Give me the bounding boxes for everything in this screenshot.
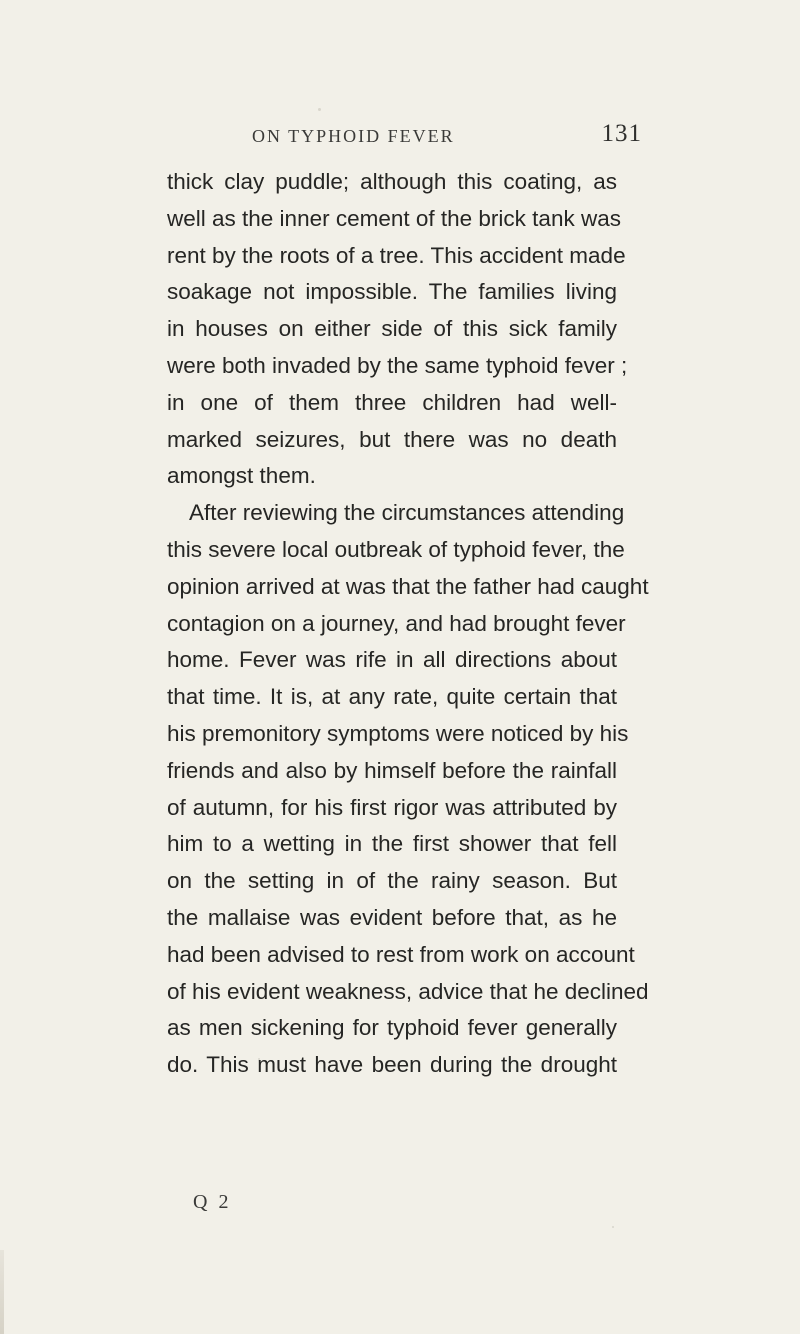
text-line: amongst them.	[167, 463, 316, 489]
text-line: of autumn, for his first rigor was attributed by	[167, 794, 617, 820]
text-line: marked seizures, but there was no death	[167, 426, 617, 452]
text-line: contagion on a journey, and had brought fever	[167, 610, 626, 636]
text-line: in one of them three children had well-	[167, 389, 617, 415]
page-header	[160, 122, 660, 162]
paragraph	[167, 164, 628, 495]
text-line: do. This must have been during the drought	[167, 1052, 617, 1078]
text-line: well as the inner cement of the brick tank was	[167, 205, 621, 231]
text-line: were both invaded by the same typhoid fever ;	[167, 352, 628, 378]
text-line: the mallaise was evident before that, as he	[167, 904, 617, 930]
text-line: that time. It is, at any rate, quite certain that	[167, 684, 617, 710]
text-line: of his evident weakness, advice that he declined	[167, 978, 649, 1004]
text-line: had been advised to rest from work on account	[167, 941, 635, 967]
page-edge-shadow	[0, 1250, 4, 1334]
text-line: rent by the roots of a tree. This accident made	[167, 242, 626, 268]
paper-speck	[318, 108, 321, 111]
text-line: on the setting in of the rainy season. But	[167, 868, 617, 894]
signature-mark: Q 2	[193, 1191, 232, 1213]
paragraph	[167, 495, 649, 1084]
text-line: him to a wetting in the first shower that fell	[167, 831, 617, 857]
text-line: in houses on either side of this sick family	[167, 316, 617, 342]
text-line: as men sickening for typhoid fever generally	[167, 1015, 617, 1041]
text-line: After reviewing the circumstances attending	[189, 500, 625, 526]
text-line: his premonitory symptoms were noticed by his	[167, 720, 629, 746]
text-line: home. Fever was rife in all directions about	[167, 647, 617, 673]
page-number: 131	[601, 120, 642, 147]
text-line: soakage not impossible. The families living	[167, 279, 617, 305]
running-head: ON TYPHOID FEVER	[252, 126, 455, 146]
text-line: opinion arrived at was that the father had caught	[167, 573, 649, 599]
body-text	[167, 164, 649, 1084]
text-line: this severe local outbreak of typhoid fever, the	[167, 536, 625, 562]
paper-speck	[612, 1226, 614, 1228]
text-line: friends and also by himself before the rainfall	[167, 757, 617, 783]
text-line: thick clay puddle; although this coating, as	[167, 169, 617, 194]
